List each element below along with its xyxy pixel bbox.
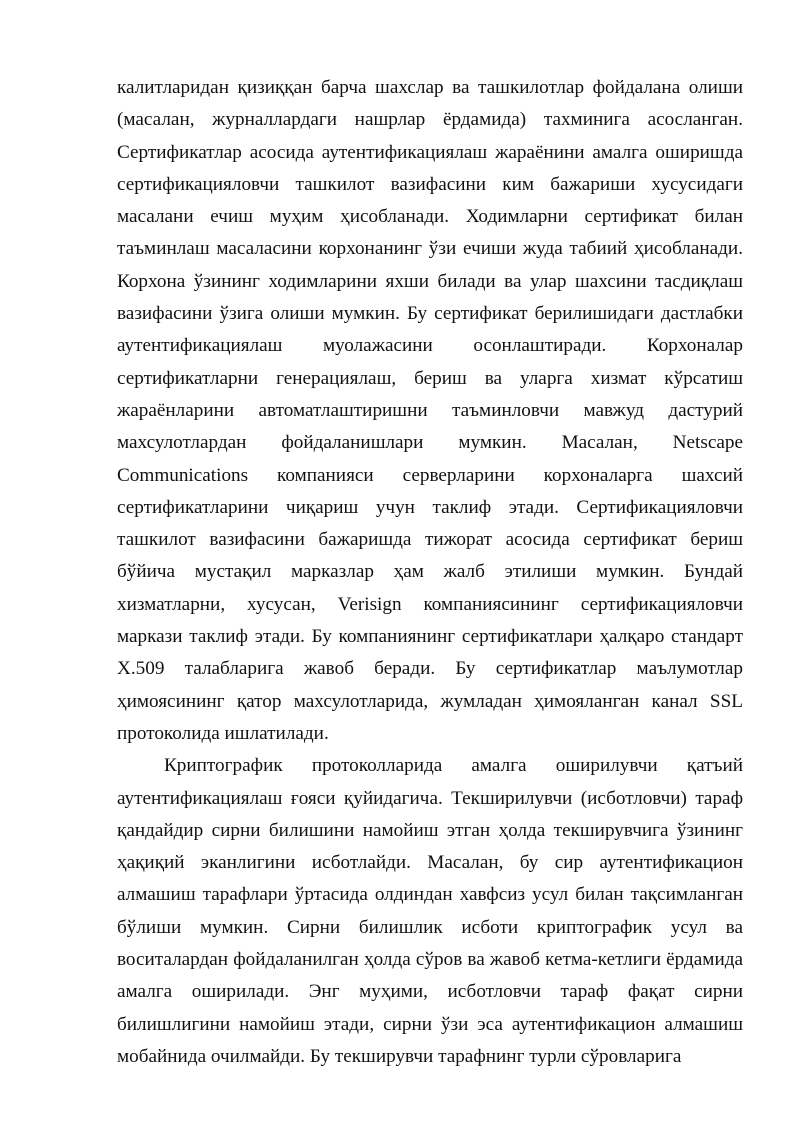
body-text bbox=[117, 72, 743, 1073]
paragraph-authentication-idea: Криптографик протоколларида амалга оширилувчи қатъий аутентификациялаш ғояси қуйидагича. Текширилувчи (исботловчи) тараф қандайдир сирни билишини намойиш этган ҳолда текширувчига ўзининг ҳақиқий эканлигини исботлайди. Масалан, бу сир аутентификацион алмашиш тарафлари ўртасида олдиндан хавфсиз усул билан тақсимланган бўлиши мумкин. Сирни билишлик исботи криптографик усул ва воситалардан фойдаланилган ҳолда сўров ва жавоб кетма-кетлиги ёрдамида амалга оширилади. Энг муҳими, исботловчи тараф фақат сирни билишлигини намойиш этади, сирни ўзи эса аутентификацион алмашиш мобайнида очилмайди. Бу текширувчи тарафнинг турли сўровларига bbox=[117, 755, 743, 1067]
paragraph-continued: калитларидан қизиққан барча шахслар ва ташкилотлар фойдалана олиши (масалан, журналлардаги нашрлар ёрдамида) тахминига асосланган. Сертификатлар асосида аутентификациялаш жараёнини амалга оширишда сертификацияловчи ташкилот вазифасини ким бажариши хусусидаги масалани ечиш муҳим ҳисобланади. Ходимларни сертификат билан таъминлаш масаласини корхонанинг ўзи ечиши жуда табиий ҳисобланади. Корхона ўзининг ходимларини яхши билади ва улар шахсини тасдиқлаш вазифасини ўзига олиши мумкин. Бу сертификат берилишидаги дастлабки аутентификациялаш муолажасини осонлаштиради. Корхоналар сертификатларни генерациялаш, бериш ва уларга хизмат кўрсатиш жараёнларини автоматлаштиришни таъминловчи мавжуд дастурий махсулотлардан фойдаланишлари мумкин. Масалан, Netscape Communications компанияси серверларини корхоналарга шахсий сертификатларини чиқариш учун таклиф этади. Сертификацияловчи ташкилот вазифасини бажаришда тижорат асосида сертификат бериш бўйича мустақил марказлар ҳам жалб этилиши мумкин. Бундай хизматларни, хусусан, Verisign компаниясининг сертификацияловчи маркази таклиф этади. Бу компаниянинг сертификатлари ҳалқаро стандарт X.509 талабларига жавоб беради. Бу сертификатлар маълумотлар ҳимоясининг қатор махсулотларида, жумладан ҳимояланган канал SSL протоколида ишлатилади. bbox=[117, 77, 743, 744]
